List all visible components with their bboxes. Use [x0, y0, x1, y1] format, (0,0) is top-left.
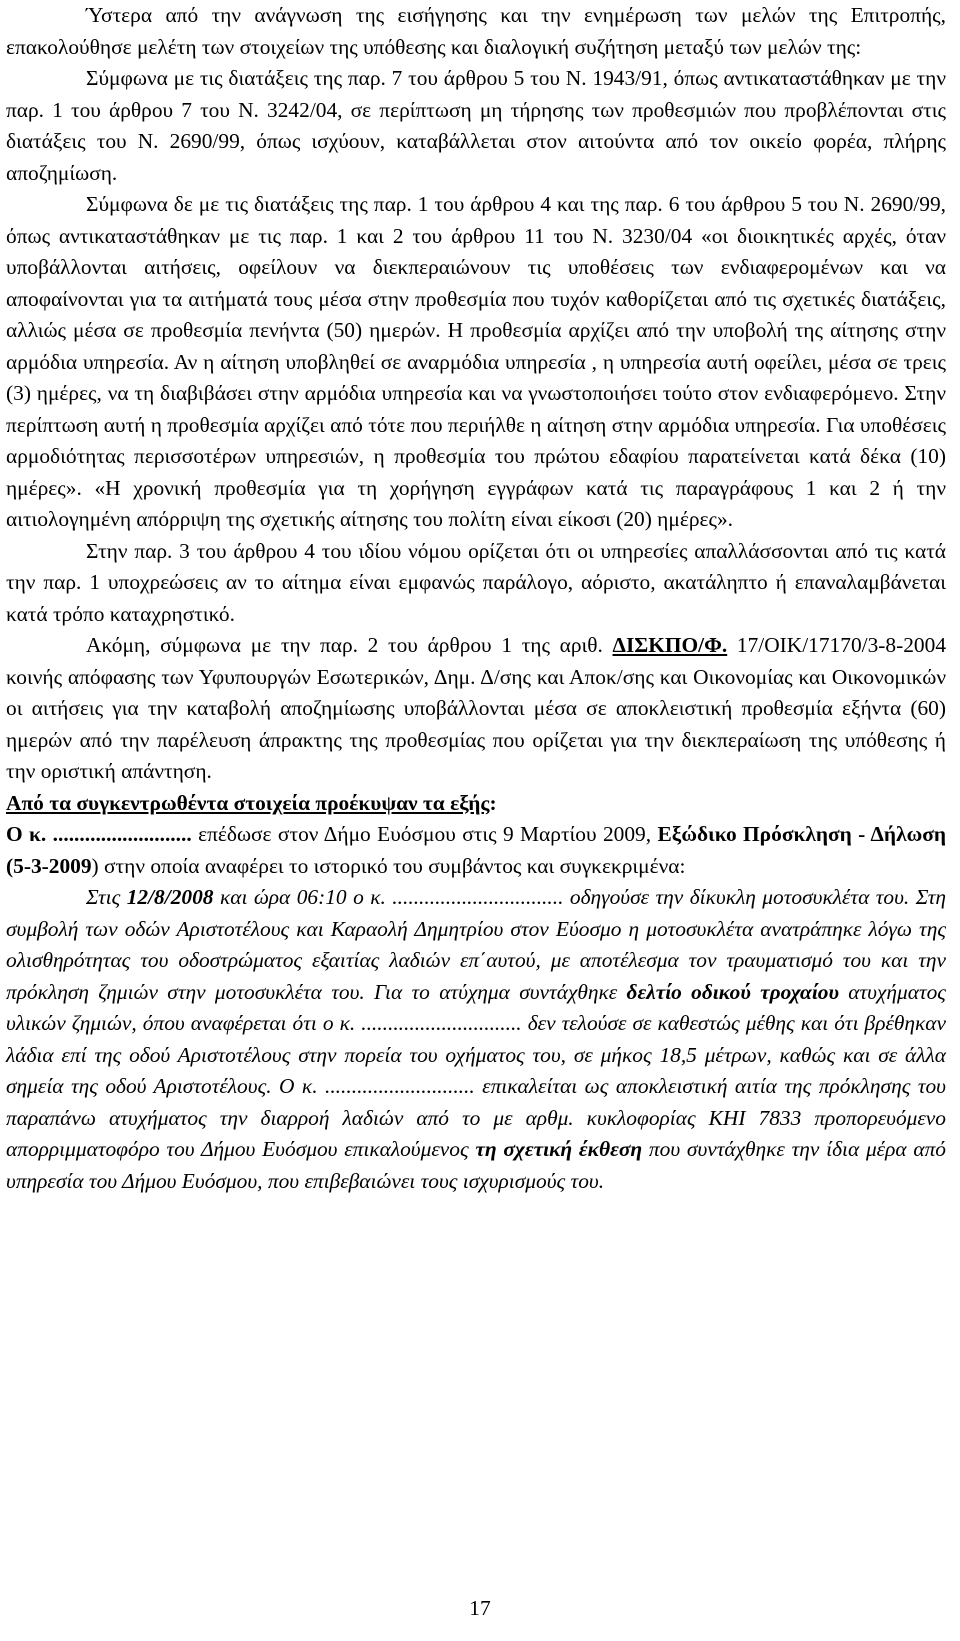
- text-run: 17/ΟΙΚ/17170/3-8-2004 κοινής απόφασης των Υφυπουργών Εσωτερικών, Δημ. Δ/σης και Αποκ/σης και Οικονομίας και Οικονομικών οι αιτήσεις για την καταβολή αποζημίωσης υποβάλλονται μέσα σε αποκλειστική προθεσμία εξήντα (60) ημερών από την παρέλευση άπρακτης της προθεσμίας που ορίζεται για την διεκπεραίωση της υπόθεσης ή την οριστική απάντηση.: [6, 633, 947, 783]
- text-run: ατυχήματος υλικών ζημιών, όπου αναφέρεται ότι ο κ. .............................. δεν τελούσε σε καθεστώς μέθης και ότι βρέθηκαν λάδια επί της οδού Αριστοτέλους στην πορεία του οχήματος του, σε μήκος 18,5 μέτρων, καθώς και σε άλλα σημεία της οδού Αριστοτέλους. Ο κ. ............................ επικαλείται ως αποκλειστική αιτία της πρόκλησης του παραπάνω ατυχήματος την διαρροή λαδιών από το με αρθμ. κυκλοφορίας ΚΗΙ 7833 προπορευόμενο απορριμματοφόρο του Δήμου Ευόσμου επικαλούμενος: [6, 979, 946, 1161]
- text-run: :: [489, 790, 497, 815]
- text-run: Ακόμη, σύμφωνα με την παρ. 2 του άρθρου 1 της αριθ.: [86, 633, 613, 657]
- page-number: 17: [469, 1596, 491, 1620]
- paragraph-p3: [6, 189, 946, 536]
- text-run: και ώρα 06:10 ο κ. ................................ οδηγούσε την δίκυκλη μοτοσυκλέτα του. Στη συμβολή των οδών Αριστοτέλους και Καραολή Δημητρίου στον Εύοσμο η μοτοσυκλέτα ανατράπηκε λόγω της ολισθηρότητας του οδοστρώματος εξαιτίας λαδιών επ΄αυτού, με αποτέλεσμα τον τραυματισμό του και την πρόκληση ζημιών στην μοτοσυκλέτα του. Για το ατύχημα συντάχθηκε: [6, 885, 946, 1004]
- text-run: Εξώδικο Πρόσκληση - Δήλωση (5-3-2009: [6, 822, 946, 878]
- paragraph-p6: [6, 788, 946, 820]
- text-run: Ύστερα από την ανάγνωση της εισήγησης και την ενημέρωση των μελών της Επιτροπής, επακολούθησε μελέτη των στοιχείων της υπόθεσης και διαλογική συζήτηση μεταξύ των μελών της:: [6, 3, 946, 59]
- paragraph-p2: [6, 63, 946, 189]
- paragraph-p1: [6, 0, 946, 63]
- text-run: Στις: [86, 885, 127, 909]
- text-run: Ο κ. ..........................: [6, 822, 192, 846]
- text-run: Από τα συγκεντρωθέντα στοιχεία προέκυψαν τα εξής: [6, 790, 490, 815]
- text-run: ) στην οποία αναφέρει το ιστορικό του συμβάντος και συγκεκριμένα:: [91, 853, 686, 878]
- text-run: που συντάχθηκε την ίδια μέρα από υπηρεσία του Δήμου Ευόσμου, που επιβεβαιώνει τους ισχυρισμούς του.: [6, 1137, 946, 1193]
- text-run: Στην παρ. 3 του άρθρου 4 του ιδίου νόμου ορίζεται ότι οι υπηρεσίες απαλλάσσονται από τις κατά την παρ. 1 υποχρεώσεις αν το αίτημα είναι εμφανώς παράλογο, αόριστο, ακατάληπτο ή επαναλαμβάνεται κατά τρόπο καταχρηστικό.: [6, 538, 946, 626]
- document-body: [6, 0, 946, 1197]
- paragraph-p7: [6, 819, 946, 882]
- text-run: επέδωσε στον Δήμο Ευόσμου στις 9 Μαρτίου 2009,: [191, 822, 658, 846]
- text-run: 12/8/2008: [126, 885, 214, 909]
- paragraph-p5: [6, 630, 946, 788]
- text-run: τη σχετική έκθεση: [475, 1137, 643, 1161]
- text-run: ΔΙΣΚΠΟ/Φ.: [612, 633, 728, 657]
- text-run: Σύμφωνα με τις διατάξεις της παρ. 7 του άρθρου 5 του Ν. 1943/91, όπως αντικαταστάθηκαν με την παρ. 1 του άρθρου 7 του Ν. 3242/04, σε περίπτωση μη τήρησης των προθεσμιών που προβλέπονται στις διατάξεις του Ν. 2690/99, όπως ισχύουν, καταβάλλεται στον αιτούντα από τον οικείο φορέα, πλήρης αποζημίωση.: [6, 66, 946, 185]
- paragraph-p4: [6, 536, 946, 631]
- paragraph-p8: [6, 882, 946, 1197]
- text-run: δελτίο οδικού τροχαίου: [626, 979, 839, 1004]
- text-run: Σύμφωνα δε με τις διατάξεις της παρ. 1 του άρθρου 4 και της παρ. 6 του άρθρου 5 του Ν. 2690/99, όπως αντικαταστάθηκαν με τις παρ. 1 και 2 του άρθρου 11 του Ν. 3230/04 «οι διοικητικές αρχές, όταν υποβάλλονται αιτήσεις, οφείλουν να διεκπεραιώνουν τις υποθέσεις των ενδιαφερομένων και να αποφαίνονται για τα αιτήματά τους μέσα στην προθεσμία που τυχόν καθορίζεται από τις σχετικές διατάξεις, αλλιώς μέσα σε προθεσμία πενήντα (50) ημερών. Η προθεσμία αρχίζει από την υποβολή της αίτησης στην αρμόδια υπηρεσία. Αν η αίτηση υποβληθεί σε αναρμόδια υπηρεσία , η υπηρεσία αυτή οφείλει, μέσα σε τρεις (3) ημέρες, να τη διαβιβάσει στην αρμόδια υπηρεσία και να γνωστοποιήσει τούτο στον ενδιαφερόμενο. Στην περίπτωση αυτή η προθεσμία αρχίζει από τότε που περιήλθε η αίτηση στην αρμόδια υπηρεσία. Για υποθέσεις αρμοδιότητας περισσοτέρων υπηρεσιών, η προθεσμία του πρώτου εδαφίου παρατείνεται κατά δέκα (10) ημέρες». «Η χρονική προθεσμία για τη χορήγηση εγγράφων κατά τις παραγράφους 1 και 2 ή την αιτιολογημένη απόρριψη της σχετικής αίτησης του πολίτη είναι είκοσι (20) ημέρες».: [6, 192, 946, 531]
